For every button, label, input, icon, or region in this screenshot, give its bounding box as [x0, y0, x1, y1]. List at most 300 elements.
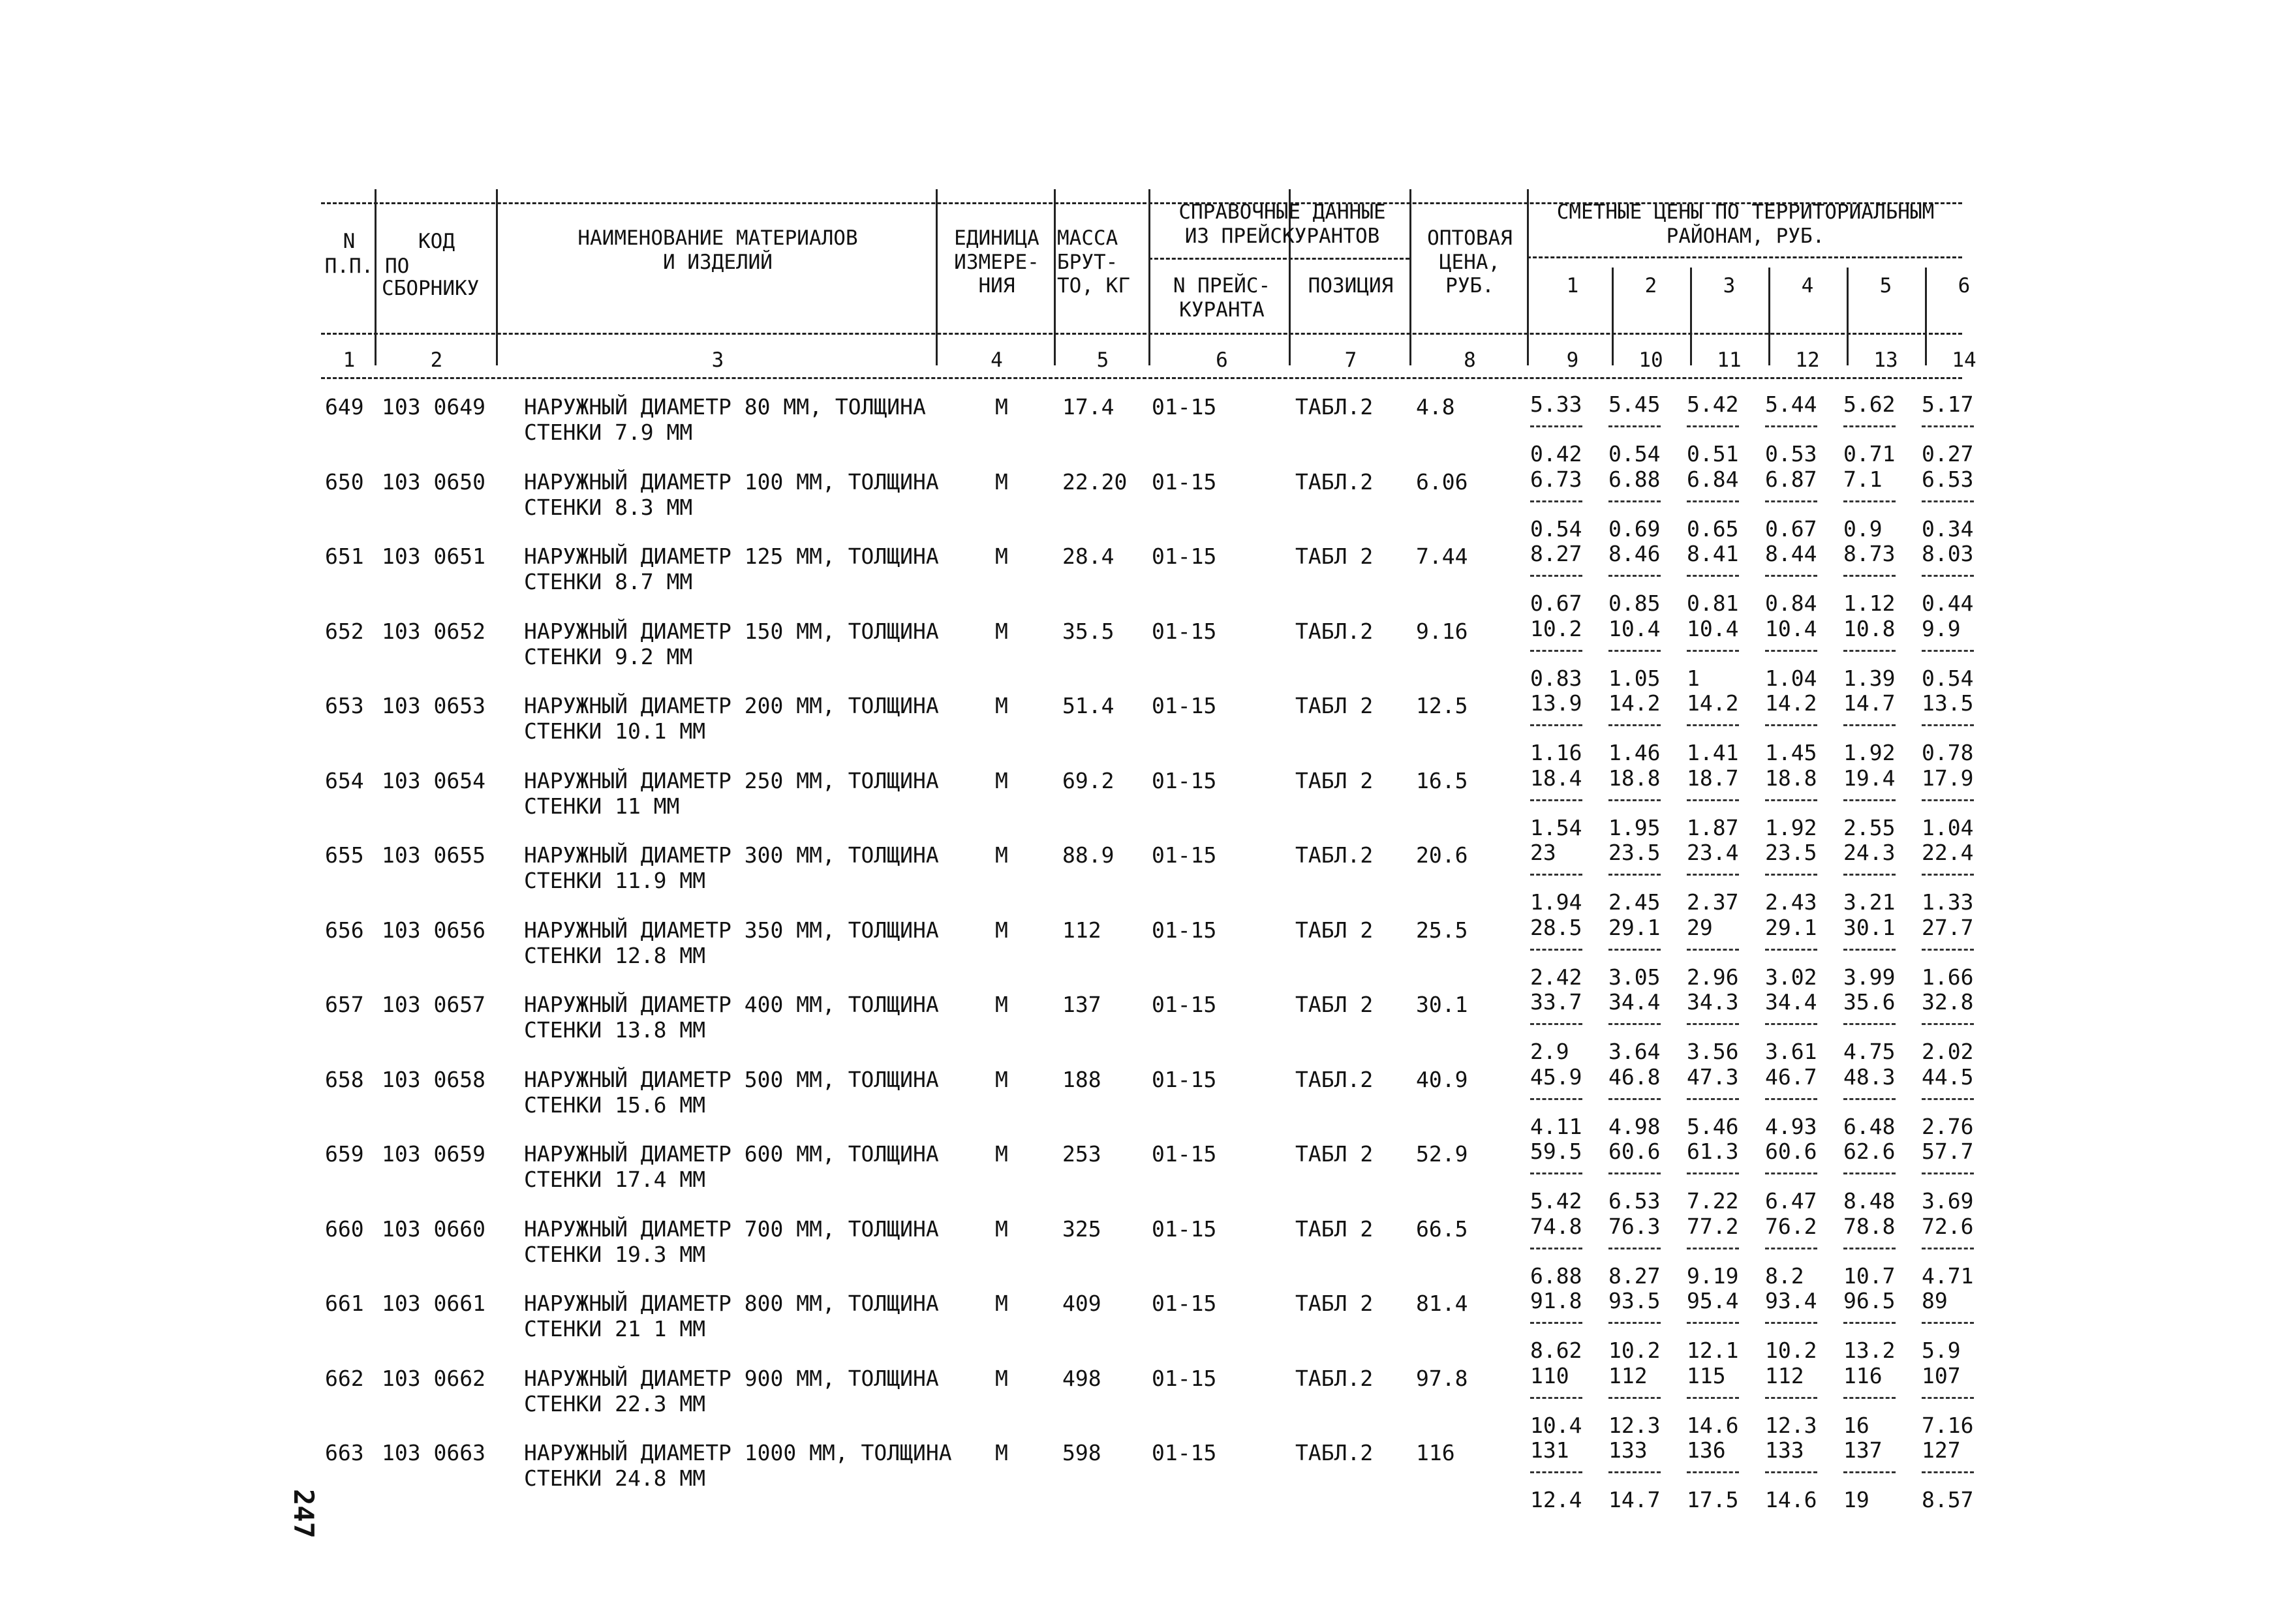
row-wholesale-price: 52.9 [1416, 1141, 1468, 1167]
row-wholesale-price: 66.5 [1416, 1216, 1468, 1242]
header-region: 1 [1566, 274, 1579, 298]
fraction-bar [1765, 1172, 1817, 1174]
row-region-surcharge: 1.39 [1843, 665, 1896, 691]
row-region-price: 18.7 [1687, 765, 1739, 791]
row-mass: 409 [1062, 1291, 1101, 1316]
row-price-list: 01-15 [1152, 1291, 1217, 1316]
row-region-surcharge: 13.2 [1843, 1338, 1896, 1363]
row-region-surcharge: 4.11 [1530, 1113, 1582, 1139]
fraction-bar [1922, 1098, 1974, 1100]
header-wholesale: ОПТОВАЯ [1427, 226, 1513, 250]
fraction-bar [1687, 1471, 1739, 1473]
fraction-bar [1530, 650, 1582, 652]
row-position: ТАБЛ.2 [1295, 618, 1374, 644]
fraction-bar [1608, 575, 1661, 577]
row-name-2: СТЕНКИ 12.8 ММ [524, 942, 706, 968]
fraction-bar [1843, 1023, 1896, 1025]
fraction-bar [1765, 1098, 1817, 1100]
region-column-rule [1612, 268, 1614, 365]
row-price-list: 01-15 [1152, 1365, 1217, 1391]
row-region-price: 76.3 [1608, 1213, 1661, 1239]
fraction-bar [1608, 949, 1661, 951]
fraction-bar [1687, 425, 1739, 427]
row-unit: М [995, 917, 1008, 943]
row-region-price: 89 [1922, 1288, 1948, 1313]
row-region-price: 14.7 [1843, 690, 1896, 716]
fraction-bar [1687, 1248, 1739, 1249]
header-estimate-prices: СМЕТНЫЕ ЦЕНЫ ПО ТЕРРИТОРИАЛЬНЫМ [1556, 200, 1935, 224]
row-region-surcharge: 0.42 [1530, 441, 1582, 467]
row-region-price: 27.7 [1922, 914, 1974, 940]
fraction-bar [1608, 500, 1661, 502]
row-region-price: 115 [1687, 1362, 1726, 1388]
region-column-rule [1847, 268, 1849, 365]
row-number: 652 [325, 618, 364, 644]
row-code: 103 0660 [382, 1216, 485, 1242]
row-region-surcharge: 1.12 [1843, 590, 1896, 616]
header-code-po: ПО [385, 254, 410, 278]
row-number: 651 [325, 544, 364, 569]
row-region-surcharge: 0.67 [1530, 590, 1582, 616]
fraction-bar [1765, 500, 1817, 502]
fraction-bar [1608, 650, 1661, 652]
row-name: НАРУЖНЫЙ ДИАМЕТР 400 ММ, ТОЛЩИНА [524, 992, 939, 1017]
row-region-price: 95.4 [1687, 1288, 1739, 1313]
row-region-surcharge: 3.99 [1843, 964, 1896, 990]
fraction-bar [1843, 1471, 1896, 1473]
header-region: 6 [1958, 274, 1971, 298]
row-wholesale-price: 40.9 [1416, 1066, 1468, 1092]
row-name: НАРУЖНЫЙ ДИАМЕТР 500 ММ, ТОЛЩИНА [524, 1066, 939, 1092]
row-region-surcharge: 1.41 [1687, 740, 1739, 765]
fraction-bar [1922, 874, 1974, 876]
row-region-surcharge: 3.21 [1843, 889, 1896, 915]
row-region-price: 10.8 [1843, 615, 1896, 641]
fraction-bar [1608, 1098, 1661, 1100]
header-column-number: 5 [1096, 348, 1109, 372]
fraction-bar [1530, 1471, 1582, 1473]
fraction-bar [1922, 949, 1974, 951]
row-region-price: 8.44 [1765, 541, 1817, 566]
row-wholesale-price: 7.44 [1416, 544, 1468, 569]
row-region-price: 5.17 [1922, 391, 1974, 417]
row-region-surcharge: 14.6 [1687, 1412, 1739, 1438]
row-mass: 35.5 [1062, 618, 1115, 644]
header-mass: МАССА [1057, 226, 1118, 250]
row-price-list: 01-15 [1152, 468, 1217, 495]
row-region-surcharge: 16 [1843, 1412, 1869, 1438]
fraction-bar [1922, 1322, 1974, 1324]
row-region-price: 46.8 [1608, 1064, 1661, 1090]
row-name-2: СТЕНКИ 11 ММ [524, 793, 680, 819]
row-region-surcharge: 6.48 [1843, 1113, 1896, 1139]
row-region-surcharge: 5.46 [1687, 1113, 1739, 1139]
row-name-2: СТЕНКИ 24.8 ММ [524, 1465, 706, 1491]
row-name: НАРУЖНЫЙ ДИАМЕТР 700 ММ, ТОЛЩИНА [524, 1216, 939, 1242]
row-region-surcharge: 0.44 [1922, 590, 1974, 616]
row-region-price: 34.4 [1608, 989, 1661, 1015]
row-region-surcharge: 2.96 [1687, 964, 1739, 990]
row-region-price: 14.2 [1608, 690, 1661, 716]
row-region-price: 6.87 [1765, 466, 1817, 492]
row-region-price: 5.62 [1843, 391, 1896, 417]
row-position: ТАБЛ 2 [1295, 1291, 1374, 1316]
fraction-bar [1765, 650, 1817, 652]
header-column-rule [1409, 189, 1411, 365]
row-code: 103 0654 [382, 767, 485, 793]
row-number: 658 [325, 1066, 364, 1092]
row-unit: М [995, 693, 1008, 718]
row-region-surcharge: 10.4 [1530, 1412, 1582, 1438]
row-region-surcharge: 2.9 [1530, 1039, 1569, 1064]
header-code: КОД [418, 230, 455, 253]
row-region-price: 6.73 [1530, 466, 1582, 492]
fraction-bar [1765, 799, 1817, 801]
header-column-number: 4 [991, 348, 1003, 372]
row-region-surcharge: 10.7 [1843, 1263, 1896, 1289]
row-region-surcharge: 5.9 [1922, 1338, 1961, 1363]
header-column-rule [1054, 189, 1056, 365]
row-price-list: 01-15 [1152, 1216, 1217, 1242]
header-name-2: И ИЗДЕЛИЙ [663, 251, 773, 274]
row-price-list: 01-15 [1152, 1440, 1217, 1465]
region-column-rule [1925, 268, 1927, 365]
header-column-number: 14 [1952, 348, 1976, 372]
row-region-price: 10.4 [1765, 615, 1817, 641]
fraction-bar [1765, 1397, 1817, 1399]
row-number: 661 [325, 1291, 364, 1316]
row-mass: 17.4 [1062, 394, 1115, 420]
header-unit-2: ИЗМЕРЕ- [954, 251, 1039, 274]
header-bottom-rule [321, 377, 1962, 379]
fraction-bar [1765, 874, 1817, 876]
row-position: ТАБЛ 2 [1295, 1141, 1374, 1167]
row-region-surcharge: 8.2 [1765, 1263, 1804, 1289]
row-region-surcharge: 2.37 [1687, 889, 1739, 915]
row-region-price: 78.8 [1843, 1213, 1896, 1239]
row-region-price: 133 [1608, 1437, 1648, 1463]
row-region-price: 110 [1530, 1362, 1569, 1388]
fraction-bar [1765, 1322, 1817, 1324]
header-wholesale-3: РУБ. [1445, 274, 1494, 298]
fraction-bar [1530, 1322, 1582, 1324]
row-region-surcharge: 0.65 [1687, 515, 1739, 542]
row-region-price: 133 [1765, 1437, 1804, 1463]
row-name: НАРУЖНЫЙ ДИАМЕТР 350 ММ, ТОЛЩИНА [524, 917, 939, 943]
header-column-rule [496, 189, 498, 365]
fraction-bar [1687, 1322, 1739, 1324]
row-region-surcharge: 1.46 [1608, 740, 1661, 765]
row-region-surcharge: 6.47 [1765, 1188, 1817, 1214]
fraction-bar [1530, 1023, 1582, 1025]
fraction-bar [1922, 1172, 1974, 1174]
row-region-price: 5.33 [1530, 391, 1582, 417]
fraction-bar [1922, 500, 1974, 502]
fraction-bar [1687, 500, 1739, 502]
fraction-bar [1843, 724, 1896, 726]
row-region-price: 47.3 [1687, 1064, 1739, 1090]
row-name: НАРУЖНЫЙ ДИАМЕТР 150 ММ, ТОЛЩИНА [524, 618, 939, 644]
header-code-collection: СБОРНИКУ [382, 277, 480, 300]
row-position: ТАБЛ.2 [1295, 394, 1374, 420]
fraction-bar [1530, 575, 1582, 577]
row-price-list: 01-15 [1152, 394, 1217, 420]
row-region-surcharge: 4.93 [1765, 1113, 1817, 1139]
row-mass: 28.4 [1062, 544, 1115, 569]
row-region-surcharge: 1.54 [1530, 814, 1582, 840]
row-region-surcharge: 2.76 [1922, 1113, 1974, 1139]
row-region-price: 14.2 [1687, 690, 1739, 716]
row-name-2: СТЕНКИ 9.2 ММ [524, 643, 693, 669]
row-region-price: 29.1 [1765, 914, 1817, 940]
header-column-rule [936, 189, 938, 365]
row-unit: М [995, 1141, 1008, 1167]
row-wholesale-price: 20.6 [1416, 842, 1468, 868]
row-region-price: 18.4 [1530, 765, 1582, 791]
row-number: 657 [325, 992, 364, 1017]
row-price-list: 01-15 [1152, 544, 1217, 569]
row-wholesale-price: 4.8 [1416, 394, 1455, 420]
row-price-list: 01-15 [1152, 767, 1217, 793]
row-region-price: 24.3 [1843, 840, 1896, 865]
row-price-list: 01-15 [1152, 842, 1217, 868]
row-region-surcharge: 3.05 [1608, 964, 1661, 990]
row-region-price: 32.8 [1922, 989, 1974, 1015]
row-region-surcharge: 3.64 [1608, 1039, 1661, 1064]
row-region-surcharge: 8.27 [1608, 1263, 1661, 1289]
row-region-surcharge: 4.75 [1843, 1039, 1896, 1064]
row-region-surcharge: 0.81 [1687, 590, 1739, 616]
row-region-surcharge: 0.34 [1922, 515, 1974, 542]
row-position: ТАБЛ 2 [1295, 1216, 1374, 1242]
row-region-surcharge: 1.45 [1765, 740, 1817, 765]
row-name: НАРУЖНЫЙ ДИАМЕТР 800 ММ, ТОЛЩИНА [524, 1291, 939, 1316]
header-column-number: 13 [1873, 348, 1898, 372]
region-column-rule [1768, 268, 1770, 365]
row-mass: 137 [1062, 992, 1101, 1017]
row-unit: М [995, 1291, 1008, 1316]
row-mass: 22.20 [1062, 468, 1128, 495]
fraction-bar [1608, 724, 1661, 726]
fraction-bar [1922, 1397, 1974, 1399]
row-region-price: 107 [1922, 1362, 1961, 1388]
row-unit: М [995, 1216, 1008, 1242]
row-region-price: 6.53 [1922, 466, 1974, 492]
header-position: ПОЗИЦИЯ [1308, 274, 1394, 298]
row-price-list: 01-15 [1152, 693, 1217, 718]
fraction-bar [1922, 724, 1974, 726]
row-region-price: 23.4 [1687, 840, 1739, 865]
row-region-price: 112 [1608, 1362, 1648, 1388]
row-region-price: 9.9 [1922, 615, 1961, 641]
row-region-price: 34.4 [1765, 989, 1817, 1015]
row-price-list: 01-15 [1152, 917, 1217, 943]
row-region-surcharge: 6.53 [1608, 1188, 1661, 1214]
row-wholesale-price: 81.4 [1416, 1291, 1468, 1316]
fraction-bar [1922, 425, 1974, 427]
row-region-surcharge: 19 [1843, 1487, 1869, 1512]
row-region-price: 19.4 [1843, 765, 1896, 791]
row-number: 656 [325, 917, 364, 943]
row-name-2: СТЕНКИ 11.9 ММ [524, 868, 706, 893]
row-region-surcharge: 0.84 [1765, 590, 1817, 616]
fraction-bar [1687, 1023, 1739, 1025]
row-region-price: 72.6 [1922, 1213, 1974, 1239]
header-column-number: 11 [1717, 348, 1742, 372]
header-pp: П.П. [324, 254, 374, 278]
row-region-surcharge: 6.88 [1530, 1263, 1582, 1289]
row-region-price: 60.6 [1608, 1139, 1661, 1164]
row-unit: М [995, 1365, 1008, 1391]
fraction-bar [1530, 874, 1582, 876]
fraction-bar [1687, 1098, 1739, 1100]
row-region-price: 45.9 [1530, 1064, 1582, 1090]
header-column-rule [1527, 189, 1529, 365]
fraction-bar [1530, 949, 1582, 951]
row-number: 650 [325, 468, 364, 495]
page-number: 247 [288, 1489, 320, 1539]
fraction-bar [1765, 1471, 1817, 1473]
row-name: НАРУЖНЫЙ ДИАМЕТР 200 ММ, ТОЛЩИНА [524, 693, 939, 718]
row-wholesale-price: 30.1 [1416, 992, 1468, 1017]
row-region-price: 61.3 [1687, 1139, 1739, 1164]
header-n: N [343, 230, 356, 253]
fraction-bar [1608, 1023, 1661, 1025]
region-column-rule [1690, 268, 1692, 365]
header-column-number: 1 [343, 348, 356, 372]
row-region-surcharge: 0.54 [1530, 515, 1582, 542]
row-price-list: 01-15 [1152, 618, 1217, 644]
header-column-number: 7 [1344, 348, 1357, 372]
fraction-bar [1843, 1172, 1896, 1174]
row-region-surcharge: 10.2 [1608, 1338, 1661, 1363]
row-number: 660 [325, 1216, 364, 1242]
row-code: 103 0650 [382, 468, 485, 495]
fraction-bar [1843, 799, 1896, 801]
fraction-bar [1530, 425, 1582, 427]
row-position: ТАБЛ.2 [1295, 842, 1374, 868]
row-wholesale-price: 25.5 [1416, 917, 1468, 943]
fraction-bar [1765, 724, 1817, 726]
fraction-bar [1843, 575, 1896, 577]
row-mass: 69.2 [1062, 767, 1115, 793]
header-region: 4 [1801, 274, 1814, 298]
header-column-number: 9 [1566, 348, 1579, 372]
fraction-bar [1922, 1248, 1974, 1249]
row-code: 103 0656 [382, 917, 485, 943]
row-region-surcharge: 1.66 [1922, 964, 1974, 990]
fraction-bar [1765, 949, 1817, 951]
row-region-price: 5.45 [1608, 391, 1661, 417]
row-name-2: СТЕНКИ 15.6 ММ [524, 1092, 706, 1118]
row-region-price: 127 [1922, 1437, 1961, 1463]
row-unit: М [995, 1066, 1008, 1092]
row-name: НАРУЖНЫЙ ДИАМЕТР 125 ММ, ТОЛЩИНА [524, 544, 939, 569]
header-unit: ЕДИНИЦА [954, 226, 1039, 250]
row-region-surcharge: 12.3 [1608, 1412, 1661, 1438]
fraction-bar [1687, 724, 1739, 726]
row-region-surcharge: 2.02 [1922, 1039, 1974, 1064]
row-price-list: 01-15 [1152, 1066, 1217, 1092]
row-region-price: 57.7 [1922, 1139, 1974, 1164]
fraction-bar [1843, 874, 1896, 876]
row-region-price: 93.5 [1608, 1288, 1661, 1313]
row-mass: 188 [1062, 1066, 1101, 1092]
row-region-price: 29 [1687, 914, 1713, 940]
row-code: 103 0651 [382, 544, 485, 569]
fraction-bar [1608, 1248, 1661, 1249]
row-number: 662 [325, 1365, 364, 1391]
fraction-bar [1922, 575, 1974, 577]
row-region-price: 23.5 [1765, 840, 1817, 865]
row-region-surcharge: 1 [1687, 665, 1700, 691]
row-mass: 498 [1062, 1365, 1101, 1391]
row-region-price: 96.5 [1843, 1288, 1896, 1313]
row-position: ТАБЛ 2 [1295, 917, 1374, 943]
row-region-surcharge: 12.1 [1687, 1338, 1739, 1363]
row-unit: М [995, 544, 1008, 569]
row-mass: 253 [1062, 1141, 1101, 1167]
row-region-price: 136 [1687, 1437, 1726, 1463]
fraction-bar [1765, 1248, 1817, 1249]
row-region-surcharge: 1.33 [1922, 889, 1974, 915]
row-region-price: 8.27 [1530, 541, 1582, 566]
row-region-price: 5.42 [1687, 391, 1739, 417]
row-region-price: 18.8 [1765, 765, 1817, 791]
fraction-bar [1922, 1471, 1974, 1473]
row-region-surcharge: 8.62 [1530, 1338, 1582, 1363]
row-region-price: 112 [1765, 1362, 1804, 1388]
row-region-surcharge: 1.04 [1922, 814, 1974, 840]
header-name: НАИМЕНОВАНИЕ МАТЕРИАЛОВ [577, 226, 858, 250]
fraction-bar [1687, 1172, 1739, 1174]
row-region-surcharge: 2.43 [1765, 889, 1817, 915]
fraction-bar [1687, 575, 1739, 577]
row-region-surcharge: 12.4 [1530, 1487, 1582, 1512]
row-region-price: 10.2 [1530, 615, 1582, 641]
row-number: 659 [325, 1141, 364, 1167]
row-code: 103 0652 [382, 618, 485, 644]
row-region-price: 34.3 [1687, 989, 1739, 1015]
header-price-list-2: КУРАНТА [1179, 298, 1265, 322]
row-region-surcharge: 14.6 [1765, 1487, 1817, 1512]
row-code: 103 0661 [382, 1291, 485, 1316]
fraction-bar [1608, 1397, 1661, 1399]
row-region-surcharge: 8.57 [1922, 1487, 1974, 1512]
row-region-surcharge: 8.48 [1843, 1188, 1896, 1214]
row-region-surcharge: 5.42 [1530, 1188, 1582, 1214]
row-region-price: 44.5 [1922, 1064, 1974, 1090]
row-unit: М [995, 992, 1008, 1017]
row-region-price: 8.73 [1843, 541, 1896, 566]
row-wholesale-price: 16.5 [1416, 767, 1468, 793]
row-region-surcharge: 0.9 [1843, 515, 1883, 542]
fraction-bar [1843, 500, 1896, 502]
row-code: 103 0649 [382, 394, 485, 420]
header-price-list: N ПРЕЙС- [1173, 274, 1271, 298]
row-name: НАРУЖНЫЙ ДИАМЕТР 80 ММ, ТОЛЩИНА [524, 394, 926, 420]
row-region-price: 23 [1530, 840, 1556, 865]
row-code: 103 0662 [382, 1365, 485, 1391]
row-wholesale-price: 97.8 [1416, 1365, 1468, 1391]
row-region-price: 8.46 [1608, 541, 1661, 566]
row-region-surcharge: 1.94 [1530, 889, 1582, 915]
row-region-price: 23.5 [1608, 840, 1661, 865]
fraction-bar [1687, 1397, 1739, 1399]
row-mass: 88.9 [1062, 842, 1115, 868]
row-region-surcharge: 1.92 [1765, 814, 1817, 840]
row-code: 103 0658 [382, 1066, 485, 1092]
